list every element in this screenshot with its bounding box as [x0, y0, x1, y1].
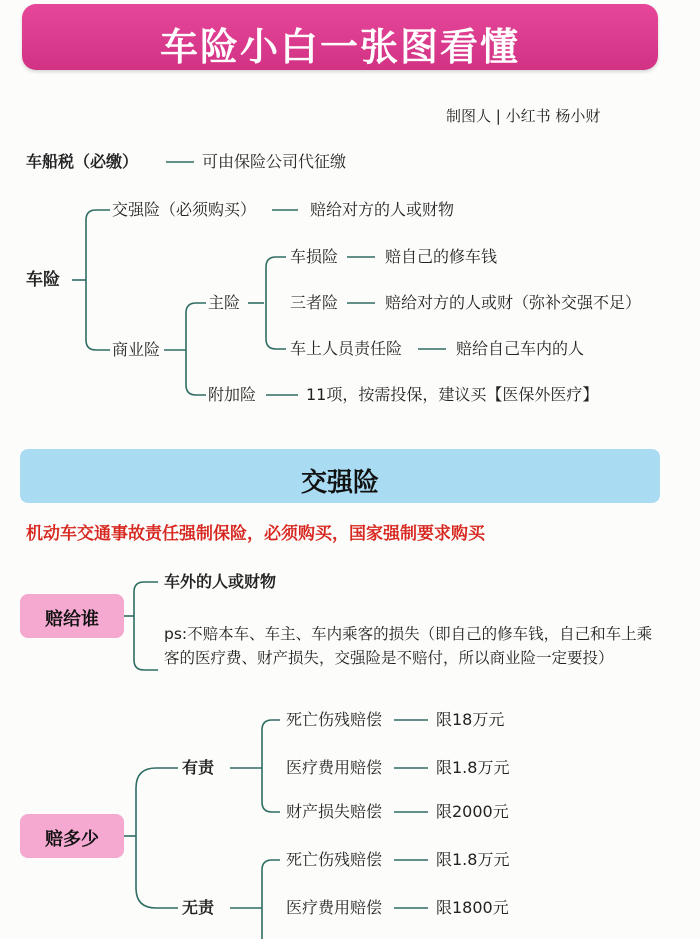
not-liable-item-label: 医疗费用赔偿	[286, 898, 383, 917]
liable-item-limit: 限2000元	[436, 802, 509, 821]
car-insurance-root: 车险	[26, 270, 60, 290]
section-banner	[20, 449, 660, 503]
notliable-bracket	[262, 860, 280, 939]
howmuch-bracket	[136, 768, 178, 908]
liable-item-label: 医疗费用赔偿	[286, 758, 383, 777]
not-liable-label: 无责	[182, 898, 215, 917]
liable-item-limit: 限18万元	[436, 710, 505, 729]
compulsory-label: 交强险（必须购买）	[112, 200, 257, 219]
root-bracket	[86, 210, 110, 350]
who-pill	[20, 594, 124, 638]
liable-label: 有责	[182, 758, 215, 777]
page-title: 车险小白一张图看懂	[159, 25, 520, 69]
commercial-bracket	[186, 303, 206, 395]
howmuch-pill	[20, 814, 124, 858]
addon-label: 附加险	[208, 385, 257, 404]
who-note: ps:不赔本车、车主、车内乘客的损失（即自己的修车钱，自己和车上乘客的医疗费、财产损失，交强险是不赔付，所以商业险一定要投）	[164, 625, 653, 667]
not-liable-item-limit: 限1800元	[436, 898, 509, 917]
section-title: 交强险	[300, 468, 379, 498]
main-insurance-label: 主险	[208, 293, 241, 312]
main-item-desc: 赔给自己车内的人	[456, 339, 585, 358]
main-item-label: 车上人员责任险	[290, 339, 403, 358]
howmuch-pill-label: 赔多少	[45, 829, 99, 850]
main-item-label: 车损险	[290, 247, 339, 266]
tax-desc: 可由保险公司代征缴	[202, 152, 347, 171]
who-pill-label: 赔给谁	[45, 609, 99, 630]
tax-label: 车船税（必缴）	[26, 152, 139, 171]
liable-bracket	[262, 720, 280, 812]
main-bracket	[266, 257, 286, 349]
liable-item-label: 财产损失赔偿	[286, 802, 383, 821]
compulsory-desc: 赔给对方的人或财物	[310, 200, 455, 219]
main-item-label: 三者险	[290, 293, 339, 312]
liable-item-label: 死亡伤残赔偿	[286, 710, 383, 729]
main-item-desc: 赔自己的修车钱	[385, 247, 498, 266]
not-liable-item-limit: 限1.8万元	[436, 850, 510, 869]
liable-item-limit: 限1.8万元	[436, 758, 510, 777]
who-bracket	[134, 582, 158, 670]
main-item-desc: 赔给对方的人或财（弥补交强不足）	[385, 293, 642, 312]
addon-desc: 11项，按需投保，建议买【医保外医疗】	[306, 385, 599, 404]
credit-text: 制图人 | 小红书 杨小财	[446, 107, 601, 125]
section-subtitle: 机动车交通事故责任强制保险，必须购买，国家强制要求购买	[26, 524, 485, 544]
not-liable-item-label: 死亡伤残赔偿	[286, 850, 383, 869]
commercial-label: 商业险	[112, 340, 161, 359]
who-main: 车外的人或财物	[164, 572, 277, 591]
